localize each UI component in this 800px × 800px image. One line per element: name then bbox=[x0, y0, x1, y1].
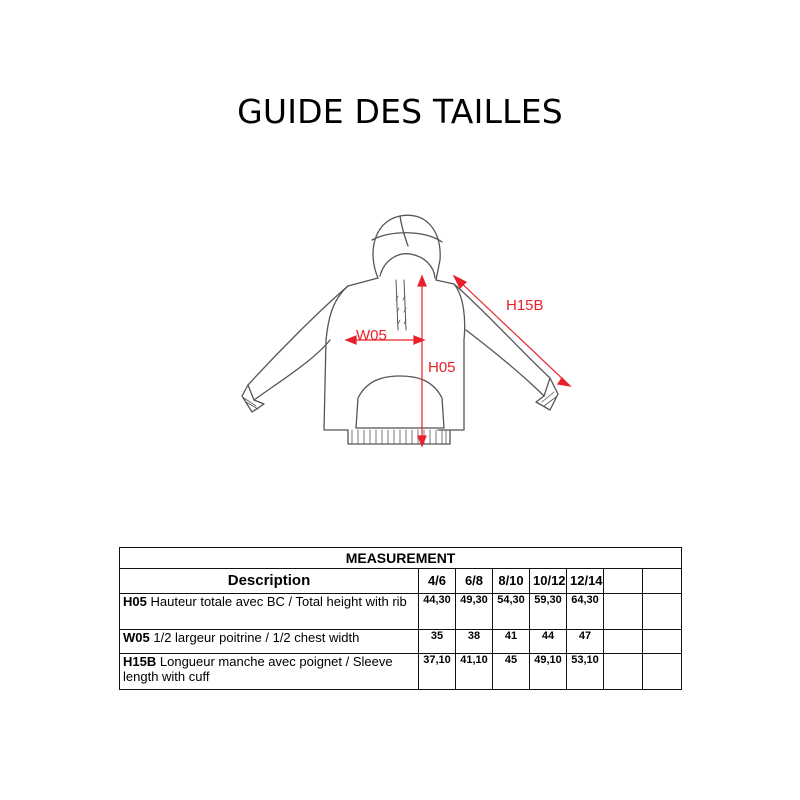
size-value bbox=[643, 630, 682, 654]
size-value: 38 bbox=[456, 630, 493, 654]
column-header-size: 4/6 bbox=[419, 569, 456, 594]
table-caption: MEASUREMENT bbox=[120, 548, 682, 569]
measure-text: Longueur manche avec poignet / Sleeve length with cuff bbox=[123, 654, 393, 684]
measure-code: H15B bbox=[123, 654, 157, 669]
size-value: 53,10 bbox=[567, 654, 604, 690]
measure-text: Hauteur totale avec BC / Total height with rib bbox=[150, 594, 407, 609]
column-header-size bbox=[604, 569, 643, 594]
column-header-size: 6/8 bbox=[456, 569, 493, 594]
size-value: 44,30 bbox=[419, 594, 456, 630]
table-row bbox=[120, 630, 682, 654]
measure-code: W05 bbox=[123, 630, 150, 645]
size-value: 41 bbox=[493, 630, 530, 654]
column-header-size: 8/10 bbox=[493, 569, 530, 594]
h15b-label: H15B bbox=[506, 297, 544, 314]
waistband bbox=[348, 430, 450, 444]
size-value: 64,30 bbox=[567, 594, 604, 630]
page-title: GUIDE DES TAILLES bbox=[237, 92, 563, 131]
right-cuff bbox=[536, 378, 558, 410]
size-chart-table bbox=[119, 547, 682, 690]
size-value: 45 bbox=[493, 654, 530, 690]
size-value bbox=[604, 594, 643, 630]
hoodie-diagram bbox=[230, 200, 590, 460]
size-value bbox=[643, 594, 682, 630]
row-description bbox=[120, 630, 419, 654]
column-header-size bbox=[643, 569, 682, 594]
size-value bbox=[604, 654, 643, 690]
measure-code: H05 bbox=[123, 594, 147, 609]
h05-label: H05 bbox=[428, 359, 456, 376]
table-row bbox=[120, 654, 682, 690]
size-value: 49,30 bbox=[456, 594, 493, 630]
row-description bbox=[120, 654, 419, 690]
hoodie-sketch bbox=[230, 200, 590, 460]
row-description bbox=[120, 594, 419, 630]
column-header-description: Description bbox=[120, 569, 419, 594]
size-value: 37,10 bbox=[419, 654, 456, 690]
size-value: 44 bbox=[530, 630, 567, 654]
column-header-size: 10/12 bbox=[530, 569, 567, 594]
h15b-measure-line bbox=[456, 278, 568, 384]
table-row bbox=[120, 594, 682, 630]
size-value bbox=[643, 654, 682, 690]
size-value: 41,10 bbox=[456, 654, 493, 690]
kangaroo-pocket bbox=[356, 376, 444, 428]
left-sleeve bbox=[248, 286, 348, 400]
hood bbox=[373, 215, 440, 280]
size-value: 49,10 bbox=[530, 654, 567, 690]
table-caption-row bbox=[120, 548, 682, 569]
w05-label: W05 bbox=[356, 327, 387, 344]
size-value: 35 bbox=[419, 630, 456, 654]
column-header-size: 12/14 bbox=[567, 569, 604, 594]
size-value: 47 bbox=[567, 630, 604, 654]
size-value: 54,30 bbox=[493, 594, 530, 630]
measure-text: 1/2 largeur poitrine / 1/2 chest width bbox=[153, 630, 360, 645]
size-value: 59,30 bbox=[530, 594, 567, 630]
size-value bbox=[604, 630, 643, 654]
table-header-row bbox=[120, 569, 682, 594]
